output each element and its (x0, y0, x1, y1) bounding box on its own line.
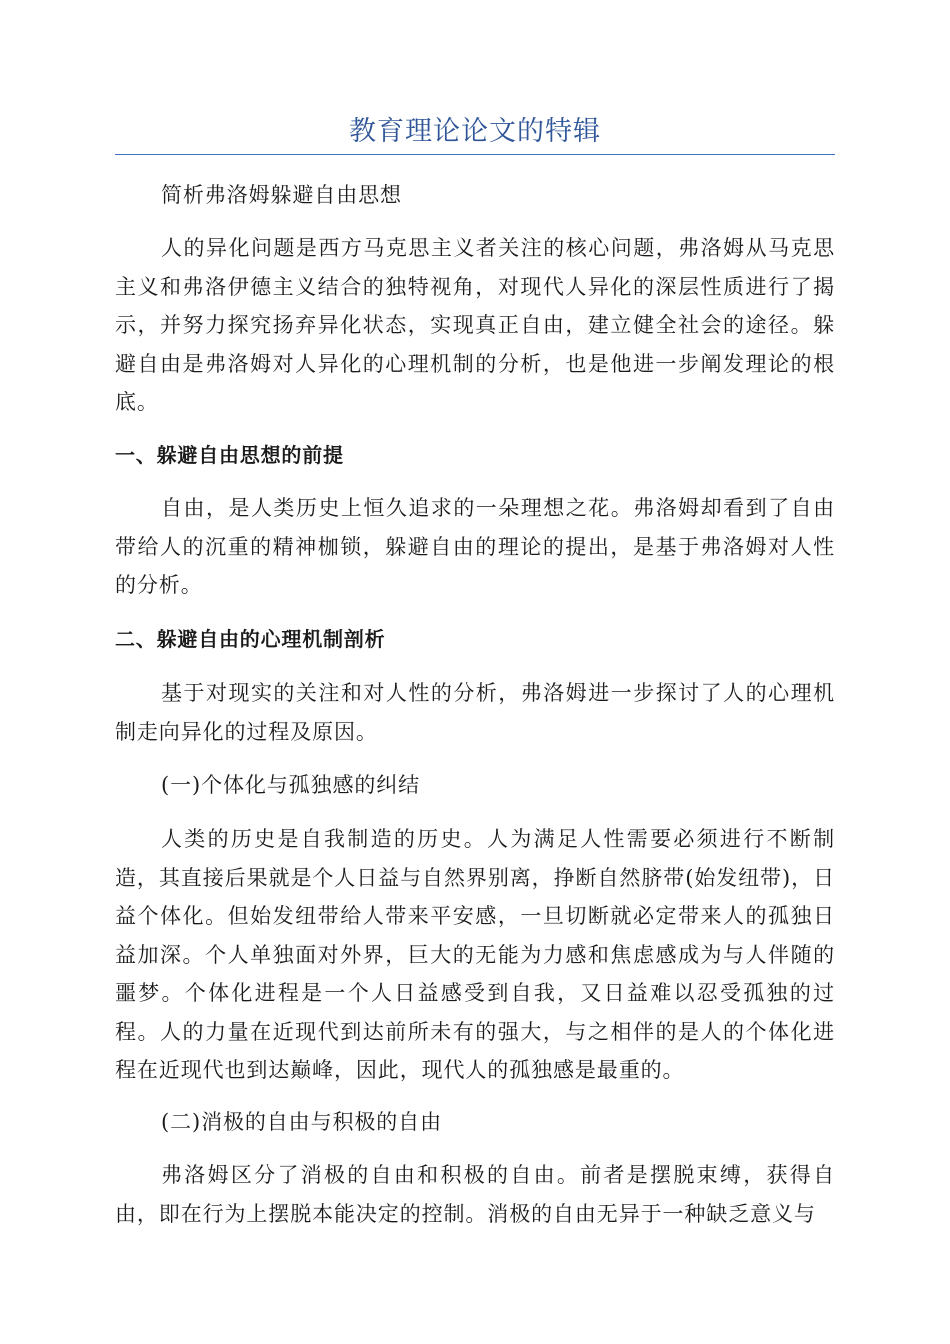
intro-paragraph: 人的异化问题是西方马克思主义者关注的核心问题，弗洛姆从马克思主义和弗洛伊德主义结合的独特视角，对现代人异化的深层性质进行了揭示，并努力探究扬弃异化状态，实现真正自由，建立健全社会的途径。躲避自由是弗洛姆对人异化的心理机制的分析，也是他进一步阐发理论的根底。 (115, 236, 835, 414)
subsection-2-paragraph: 弗洛姆区分了消极的自由和积极的自由。前者是摆脱束缚，获得自由，即在行为上摆脱本能决定的控制。消极的自由无异于一种缺乏意义与 (115, 1163, 835, 1226)
section-1-heading: 一、躲避自由思想的前提 (115, 443, 344, 467)
subsection-1-paragraph: 人类的历史是自我制造的历史。人为满足人性需要必须进行不断制造，其直接后果就是个人日益与自然界别离，挣断自然脐带(始发纽带)，日益个体化。但始发纽带给人带来平安感，一旦切断就必定带来人的孤独日益加深。个人单独面对外界，巨大的无能为力感和焦虑感成为与人伴随的噩梦。个体化进程是一个人日益感受到自我，又日益难以忍受孤独的过程。人的力量在近现代到达前所未有的强大，与之相伴的是人的个体化进程在近现代也到达巅峰，因此，现代人的孤独感是最重的。 (115, 827, 835, 1082)
subsection-2-heading: (二)消极的自由与积极的自由 (161, 1110, 442, 1134)
section-2-paragraph: 基于对现实的关注和对人性的分析，弗洛姆进一步探讨了人的心理机制走向异化的过程及原因。 (115, 681, 835, 744)
section-2-heading: 二、躲避自由的心理机制剖析 (115, 627, 386, 651)
section-1-paragraph: 自由，是人类历史上恒久追求的一朵理想之花。弗洛姆却看到了自由带给人的沉重的精神枷锁，躲避自由的理论的提出，是基于弗洛姆对人性的分析。 (115, 496, 835, 597)
subtitle: 简析弗洛姆躲避自由思想 (161, 183, 402, 207)
document-title: 教育理论论文的特辑 (349, 116, 601, 147)
title-underline (115, 154, 835, 155)
subsection-1-heading: (一)个体化与孤独感的纠结 (161, 773, 421, 797)
